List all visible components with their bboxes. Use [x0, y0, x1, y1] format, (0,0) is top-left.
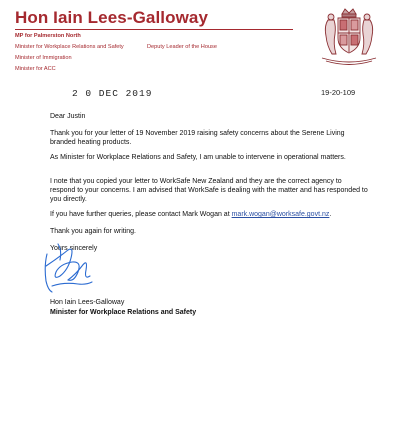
letterhead-role-1: Minister for Workplace Relations and Safety: [15, 44, 124, 50]
signer-name: Hon Iain Lees-Galloway: [50, 299, 125, 306]
letterhead-name: Hon Iain Lees-Galloway: [15, 8, 209, 27]
letterhead-deputy-role: Deputy Leader of the House: [147, 44, 217, 50]
contact-paragraph: [50, 210, 368, 219]
reference-number: 19-20-109: [321, 88, 356, 97]
paragraph-3: I note that you copied your letter to WorkSafe New Zealand and they are the correct agency to respond to your concerns. I am advised that WorkSafe is dealing with the matter and has responded to you directly.: [50, 178, 368, 203]
contact-email-link[interactable]: mark.wogan@worksafe.govt.nz: [231, 211, 330, 218]
salutation: Dear Justin: [50, 113, 86, 120]
letterhead-role-2: Minister of Immigration: [15, 55, 72, 61]
letterhead-mp-title: MP for Palmerston North: [15, 33, 81, 39]
paragraph-2: As Minister for Workplace Relations and Safety, I am unable to intervene in operational matters.: [50, 154, 346, 161]
thanks-line: Thank you again for writing.: [50, 228, 136, 235]
signer-title: Minister for Workplace Relations and Safety: [50, 309, 197, 316]
signature-handwritten: [38, 236, 96, 296]
paragraph-1: Thank you for your letter of 19 November 2019 raising safety concerns about the Serene Living branded heating products.: [50, 130, 345, 146]
contact-end: .: [329, 211, 332, 218]
letterhead-rule: [15, 29, 293, 30]
letterhead-role-3: Minister for ACC: [15, 66, 56, 72]
coat-of-arms-icon: [314, 6, 384, 68]
closing: Yours sincerely: [50, 245, 98, 252]
date-stamp: 2 0 DEC 2019: [72, 88, 153, 99]
contact-text: If you have further queries, please contact Mark Wogan at: [50, 211, 232, 218]
